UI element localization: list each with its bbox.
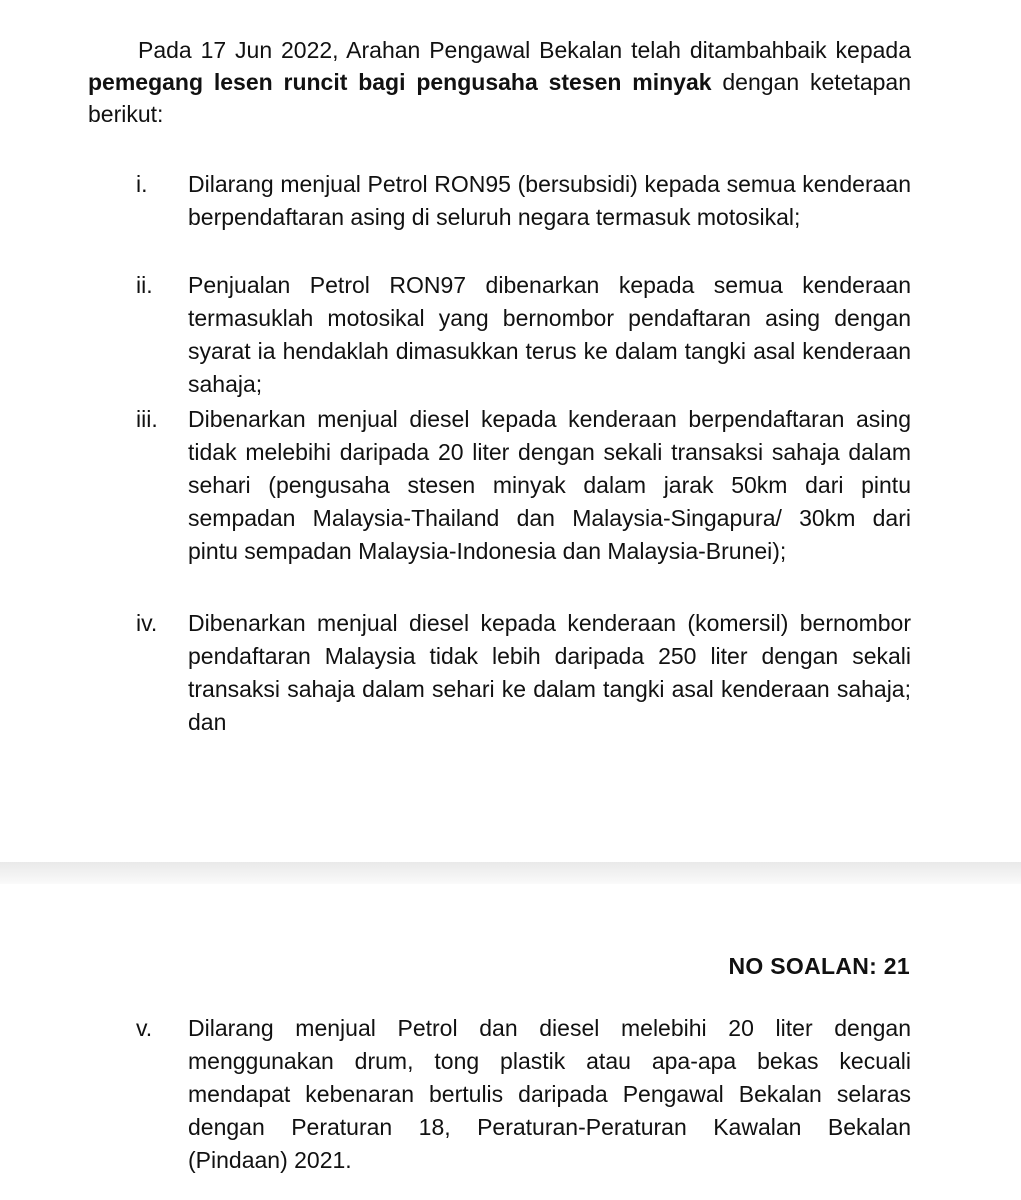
intro-paragraph	[88, 34, 911, 130]
question-number-header: NO SOALAN: 21	[728, 953, 910, 979]
list-item-numeral: iv.	[136, 610, 158, 636]
list-item	[136, 607, 911, 739]
list-item	[136, 1012, 911, 1177]
list-item-text: Dibenarkan menjual diesel kepada kenderaan berpendaftaran asing tidak melebihi daripada 20 liter dengan sekali transaksi sahaja dalam sehari (pengusaha stesen minyak dalam jarak 50km dari pintu sempadan Malaysia-Thailand dan Malaysia-Singapura/ 30km dari pintu sempadan Malaysia-Indonesia dan Malaysia-Brunei);	[188, 406, 911, 564]
list-item-text: Dilarang menjual Petrol RON95 (bersubsidi) kepada semua kenderaan berpendaftaran asing di seluruh negara termasuk motosikal;	[188, 171, 911, 230]
list-item-numeral: iii.	[136, 406, 158, 432]
list-item	[136, 269, 911, 401]
document-page-bottom	[0, 884, 1021, 1200]
list-item-numeral: ii.	[136, 272, 153, 298]
intro-text-after: dengan ketetapan berikut:	[88, 69, 912, 127]
page-separator	[0, 862, 1021, 884]
list-item-text: Dibenarkan menjual diesel kepada kenderaan (komersil) bernombor pendaftaran Malaysia tidak lebih daripada 250 liter dengan sekali transaksi sahaja dalam sehari ke dalam tangki asal kenderaan sahaja; dan	[188, 610, 911, 735]
list-item	[136, 403, 911, 568]
intro-text-before: Pada 17 Jun 2022, Arahan Pengawal Bekalan telah ditambahbaik kepada	[138, 37, 911, 63]
list-item-text: Dilarang menjual Petrol dan diesel melebihi 20 liter dengan menggunakan drum, tong plastik atau apa-apa bekas kecuali mendapat kebenaran bertulis daripada Pengawal Bekalan selaras dengan Peraturan 18, Peraturan-Peraturan Kawalan Bekalan (Pindaan) 2021.	[188, 1015, 911, 1173]
list-item-numeral: i.	[136, 171, 148, 197]
intro-bold-text: pemegang lesen runcit bagi pengusaha stesen minyak	[88, 69, 712, 95]
list-item-text: Penjualan Petrol RON97 dibenarkan kepada semua kenderaan termasuklah motosikal yang bernombor pendaftaran asing dengan syarat ia hendaklah dimasukkan terus ke dalam tangki asal kenderaan sahaja;	[188, 272, 911, 397]
list-item-numeral: v.	[136, 1015, 153, 1041]
list-item	[136, 168, 911, 234]
